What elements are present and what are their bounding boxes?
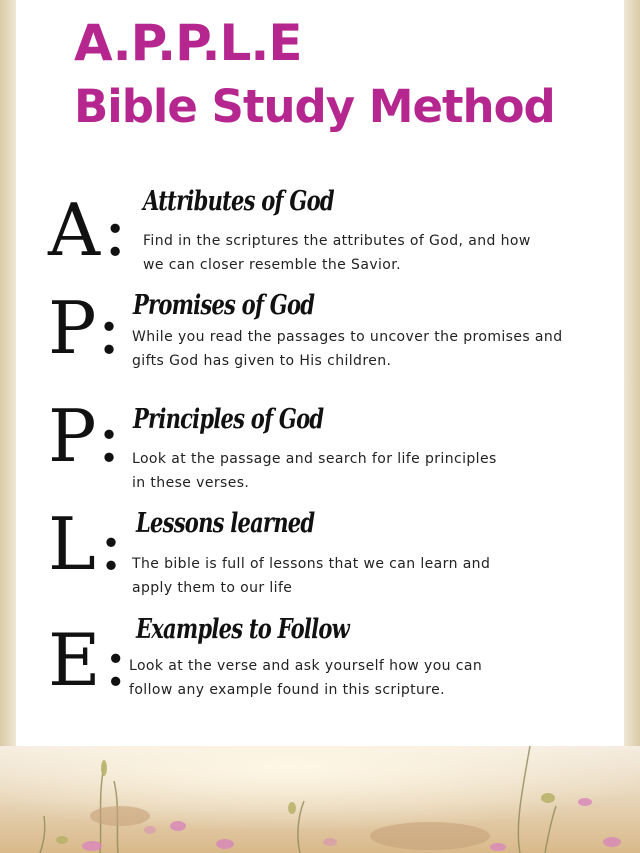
- section-description: Look at the verse and ask yourself how you can follow any example found in this scripture.: [129, 658, 483, 698]
- section-letter: A:: [48, 188, 131, 272]
- section-heading: Lessons learned: [136, 508, 315, 539]
- section-heading: Principles of God: [133, 404, 324, 435]
- section-letter: P:: [48, 394, 125, 478]
- section-attributes: [0, 184, 640, 284]
- page-title: A.P.P.L.E: [74, 14, 302, 72]
- section-heading: Attributes of God: [143, 186, 334, 217]
- section-letter: L:: [48, 502, 127, 586]
- section-heading: Examples to Follow: [136, 614, 349, 645]
- section-lessons: [0, 502, 640, 606]
- section-heading: Promises of God: [133, 290, 315, 321]
- section-letter: P:: [48, 286, 125, 370]
- section-description: While you read the passages to uncover the promises and gifts God has given to His children.: [132, 329, 563, 369]
- section-description: The bible is full of lessons that we can learn and apply them to our life: [132, 556, 491, 596]
- page-subtitle: Bible Study Method: [74, 80, 555, 133]
- section-examples: [0, 612, 640, 732]
- flower-field-photo: [0, 746, 640, 853]
- flower-field-illustration: [0, 746, 640, 853]
- section-description: Look at the passage and search for life principles in these verses.: [132, 451, 497, 491]
- section-description: Find in the scriptures the attributes of God, and how we can closer resemble the Savior.: [143, 233, 531, 273]
- section-principles: [0, 394, 640, 498]
- section-promises: [0, 288, 640, 388]
- section-letter: E:: [48, 618, 131, 702]
